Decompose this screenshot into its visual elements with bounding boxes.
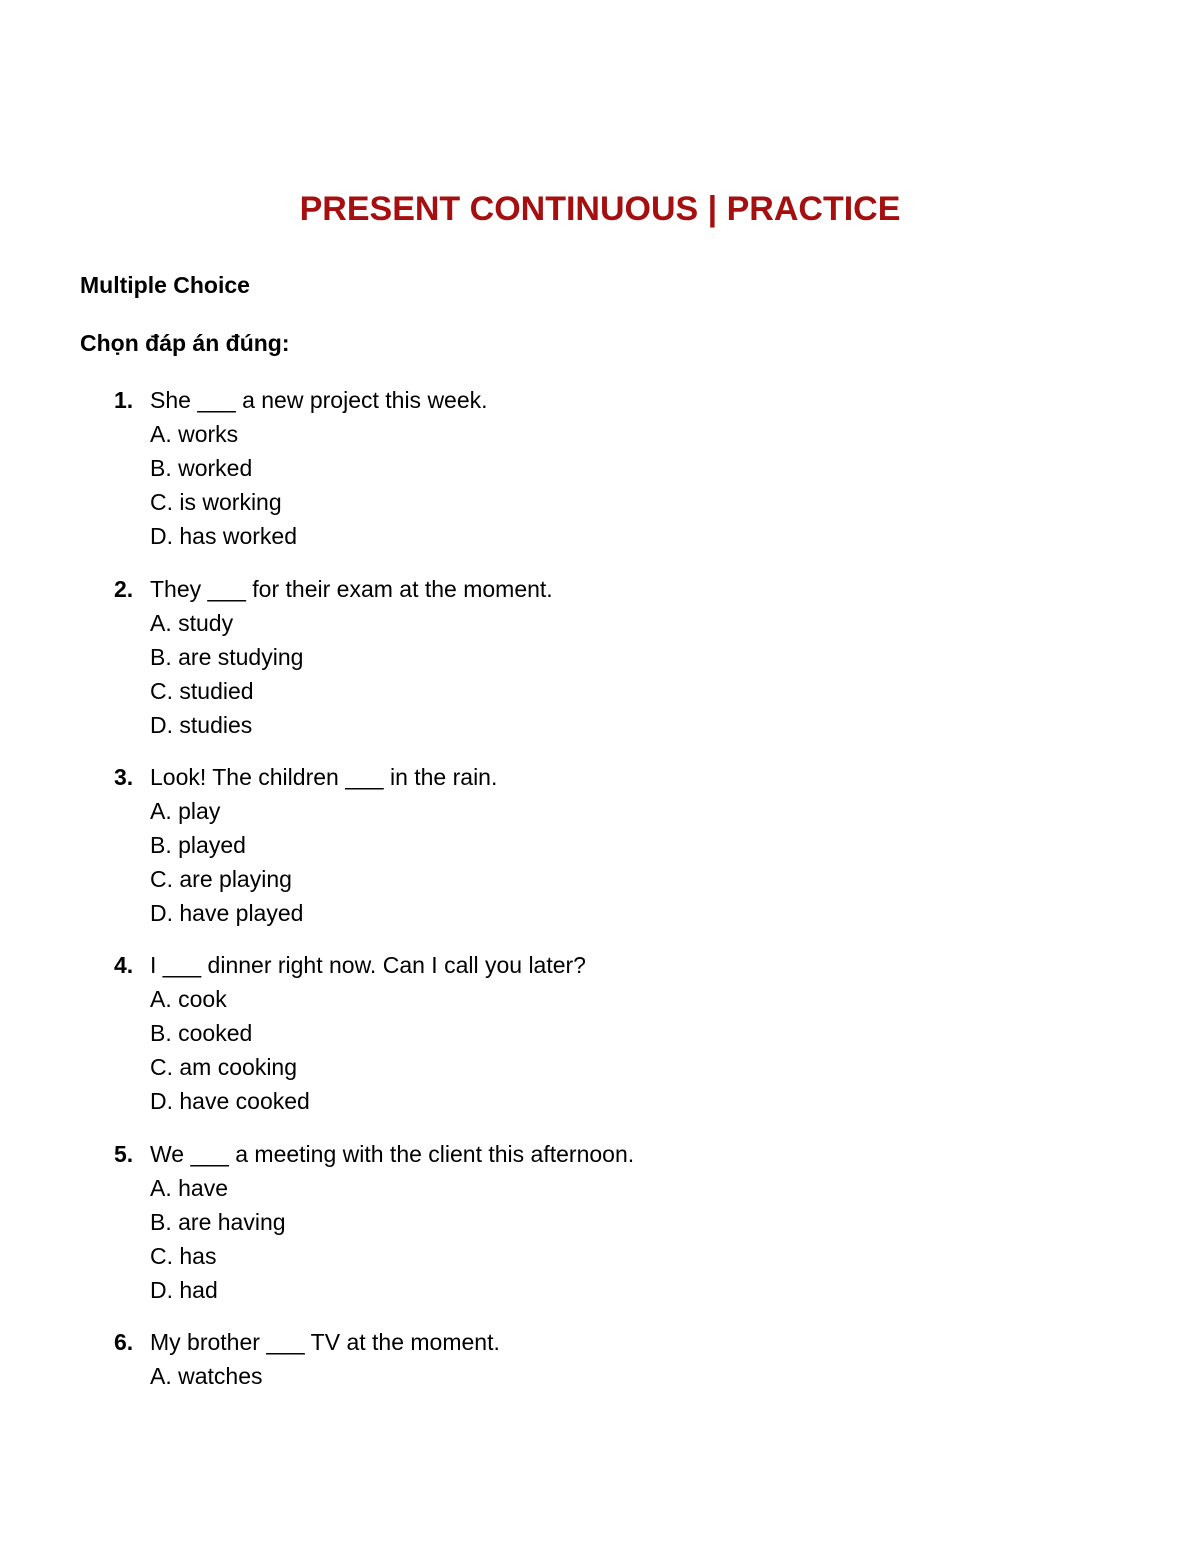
option-d: D. has worked [150,523,298,549]
option-b: B. cooked [150,1020,253,1046]
question-text: I ___ dinner right now. Can I call you later? [150,952,586,978]
question-stem [0,383,1100,417]
option-list [0,794,1100,930]
question-number: 1. [114,387,134,413]
question-stem [0,948,1100,982]
question-stem [0,1325,1100,1359]
option-a: A. have [150,1175,228,1201]
question-4 [0,948,1100,1118]
option-a: A. study [150,610,234,636]
option-list [0,1171,1100,1307]
option-c: C. are playing [150,866,292,892]
question-text: Look! The children ___ in the rain. [150,764,498,790]
question-number: 6. [114,1329,134,1355]
option-b: B. are having [150,1209,286,1235]
section-heading: Multiple Choice [80,272,250,298]
question-1 [0,383,1100,553]
option-list [0,606,1100,742]
option-a: A. play [150,798,221,824]
question-3 [0,760,1100,930]
instruction-text: Chọn đáp án đúng: [80,330,290,356]
option-b: B. played [150,832,246,858]
option-c: C. am cooking [150,1054,298,1080]
option-a: A. cook [150,986,227,1012]
option-a: A. works [150,421,239,447]
option-list [0,982,1100,1118]
question-text: They ___ for their exam at the moment. [150,576,553,602]
option-b: B. are studying [150,644,304,670]
option-d: D. have played [150,900,304,926]
option-b: B. worked [150,455,253,481]
question-text: She ___ a new project this week. [150,387,488,413]
question-text: We ___ a meeting with the client this afternoon. [150,1141,635,1167]
page-title: PRESENT CONTINUOUS | PRACTICE [299,190,901,228]
option-d: D. had [150,1277,218,1303]
option-list [0,417,1100,553]
question-number: 3. [114,764,134,790]
question-stem [0,1137,1100,1171]
question-6 [0,1325,1100,1393]
option-c: C. studied [150,678,254,704]
question-number: 5. [114,1141,134,1167]
option-d: D. studies [150,712,253,738]
question-5 [0,1137,1100,1307]
option-list [0,1359,1100,1393]
question-number: 4. [114,952,134,978]
question-stem [0,572,1100,606]
question-2 [0,572,1100,742]
option-c: C. has [150,1243,217,1269]
option-a: A. watches [150,1363,263,1389]
option-d: D. have cooked [150,1088,310,1114]
question-number: 2. [114,576,134,602]
question-text: My brother ___ TV at the moment. [150,1329,500,1355]
option-c: C. is working [150,489,282,515]
question-stem [0,760,1100,794]
